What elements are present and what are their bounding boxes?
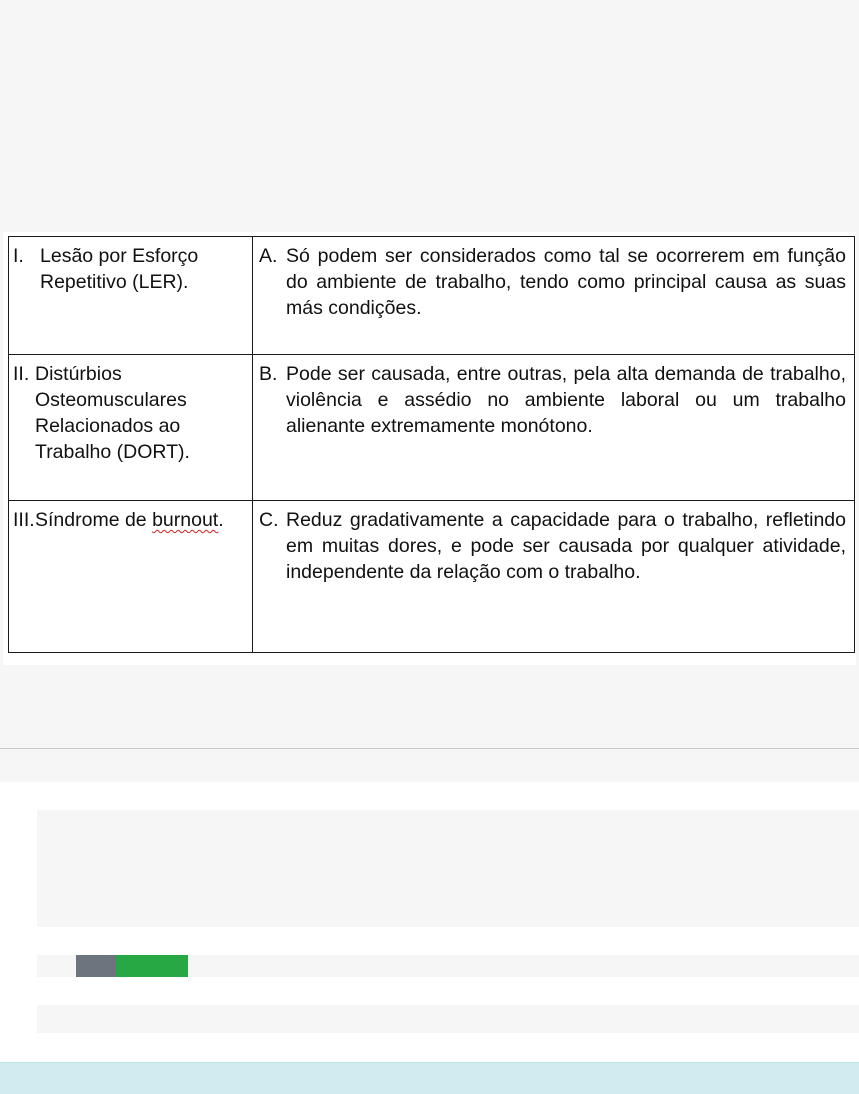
progress-segment-gray: [76, 955, 116, 977]
item-text: Distúrbios Osteomusculares Relacionados ao Trabalho (DORT).: [35, 363, 190, 463]
association-table: [8, 236, 855, 653]
option-text: Pode ser causada, entre outras, pela alta demanda de trabalho, violência e assédio no ambiente laboral ou um trabalho alienante extremamente monótono.: [286, 363, 846, 437]
option-text: Só podem ser considerados como tal se ocorrerem em função do ambiente de trabalho, tendo como principal causa as suas más condições.: [286, 245, 846, 319]
table-row: [9, 237, 855, 355]
table-cell-right: [253, 237, 855, 355]
item-text: [35, 507, 252, 533]
option-letter: C.: [259, 509, 279, 531]
table-cell-left: [9, 501, 253, 653]
table-cell-left: [9, 237, 253, 355]
table-row: [9, 501, 855, 653]
item-number: II.: [13, 363, 30, 385]
footer-strip: [37, 1005, 859, 1033]
item-text: Lesão por Esforço Repetitivo (LER).: [40, 245, 199, 293]
answer-block: [37, 810, 859, 927]
question-image: [3, 232, 856, 665]
option-letter: B.: [259, 363, 278, 385]
option-text: Reduz gradativamente a capacidade para o trabalho, refletindo em muitas dores, e pode ser causada por qualquer atividade, independente da relação com o trabalho.: [286, 509, 846, 583]
spellcheck-word: burnout: [152, 509, 219, 531]
divider: [0, 748, 859, 749]
info-banner: [0, 1062, 859, 1094]
item-text-part: Síndrome de: [35, 509, 153, 531]
item-text-part: .: [218, 509, 224, 531]
item-number: III.: [13, 509, 35, 531]
option-letter: A.: [259, 245, 278, 267]
table-row: [9, 355, 855, 501]
table-cell-right: [253, 501, 855, 653]
progress-segment-green: [116, 955, 188, 977]
table-cell-right: [253, 355, 855, 501]
table-cell-left: [9, 355, 253, 501]
item-number: I.: [13, 245, 24, 267]
